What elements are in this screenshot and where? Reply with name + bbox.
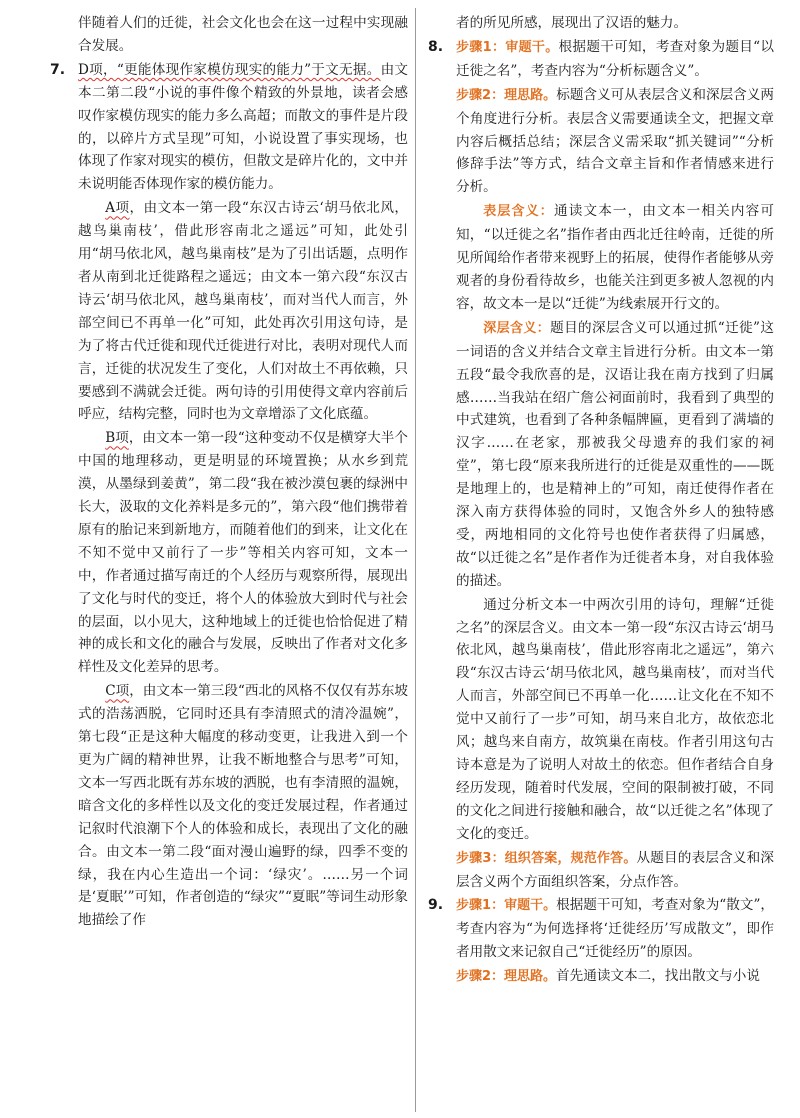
deep-meaning-label: 深层含义： xyxy=(483,320,551,336)
option-b-label: B项 xyxy=(105,430,129,447)
option-c-label: C项 xyxy=(105,683,130,700)
option-a-explanation: ，由文本一第一段“东汉古诗云‘胡马依北风，越鸟巢南枝’，借此形容南北之遥远”可知，此处引用“胡马依北风，越鸟巢南枝”是为了引出话题，点明作者从南到北迁徙路程之遥远；由文本一第六段“东汉古诗云‘胡马依北风，越鸟巢南枝’，而对当代人而言，外部空间已不再单一化”可知，此处再次引用这句诗，是为了将古代迁徙和现代迁徙进行对比，表明对现代人而言，迁徙的状况发生了变化，人们对故土不再依赖，只要感到不满就会迁徙。两句诗的引用使得文章内容前后呼应，结构完整，同时也为文章增添了文化底蕴。 xyxy=(78,200,408,423)
option-d-explanation: 由文本二第二段“小说的事件像个精致的外景地，读者会感叹作家模仿现实的能力多么高超；而散文的事件是片段的，以碎片方式呈现”可知，小说设置了事实现场，也体现了作家对现实的模仿，但散文是碎片化的，文中并未说明能否体现作家的模仿能力。 xyxy=(78,61,409,193)
question-number: 7. xyxy=(50,61,66,78)
step-1-label: 步骤1：审题干。 xyxy=(456,898,557,914)
option-d-headline: D项，“更能体现作家模仿现实的能力”于文无据。 xyxy=(78,61,381,78)
option-b-explanation: ，由文本一第一段“这种变动不仅是横穿大半个中国的地理移动，更是明显的环境置换；从水乡到荒漠，从墨绿到姜黄”，第二段“我在被沙漠包裹的绿洲中长大，汲取的文化养料是多元的”，第六段“他们携带着原有的胎记来到新地方，而随着他们的到来，让文化在不知不觉中又前行了一步”等相关内容可知，文本一中，作者通过描写南迁的个人经历与观察所得，展现出了文化与时代的变迁，将个人的体验放大到时代与社会的层面，以小见大，这种地域上的迁徙也恰恰促进了精神的成长和文化的融合与发展，反映出了作者对文化多样性及文化差异的思考。 xyxy=(78,430,408,676)
step-3-text: 从题目的表层含义和深层含义两个方面组织答案，分点作答。 xyxy=(456,849,775,890)
option-a-label: A项 xyxy=(105,200,130,217)
question-8 xyxy=(424,36,774,894)
poem-analysis-text: 通过分析文本一中两次引用的诗句，理解“迁徙之名”的深层含义。由文本一第一段“东汉古诗云‘胡马依北风，越鸟巢南枝’，借此形容南北之遥远”，第六段“东汉古诗云‘胡马依北风，越鸟巢南枝’，而对当代人而言，外部空间已不再单一化……让文化在不知不觉中又前行了一步”可知，胡马来自北方，故依恋北风；越鸟来自南方，故筑巢在南枝。作者引用这句古诗本意是为了说明人对故土的依恋。但作者结合自身经历发现，随着时代发展，空间的限制被打破，不同的文化之间进行接触和融合，故“以迁徙之名”体现了文化的变迁。 xyxy=(456,596,774,842)
step-1-text: 根据题干可知，考查对象为题目“以迁徙之名”，考查内容为“分析标题含义”。 xyxy=(456,38,774,79)
option-c-explanation: ，由文本一第三段“西北的风格不仅仅有苏东坡式的浩荡洒脱，它同时还具有李清照式的清冷温婉”，第七段“正是这种大幅度的移动变更，让我进入到一个更为广阔的精神世界，让我不断地整合与思考”可知，文本一写西北既有苏东坡的洒脱，也有李清照的温婉，暗含文化的多样性以及文化的变迁发展过程，作者通过记叙时代浪潮下个人的体验和成长，表现出了文化的融合。由文本一第二段“面对漫山遍野的绿，四季不变的绿，我在内心生造出一个词：‘绿灾’。……另一个词是‘夏眠’”可知，作者创造的“绿灾”“夏眠”等词生动形象地描绘了作 xyxy=(78,683,409,929)
surface-meaning-text: 通读文本一，由文本一相关内容可知，“以迁徙之名”指作者由西北迁往岭南，迁徙的所见所闻给作者带来视野上的拓展，使得作者能够从旁观者的身份看待故乡，也能关注到更多被人忽视的内容，故文本一是以“迁徙”为线索展开行文的。 xyxy=(456,203,774,312)
step-2-label: 步骤2：理思路。 xyxy=(456,87,557,103)
step-2-label: 步骤2：理思路。 xyxy=(456,969,557,985)
question-7 xyxy=(46,59,408,932)
column-divider xyxy=(415,8,416,1112)
surface-meaning-label: 表层含义： xyxy=(483,204,554,220)
left-column xyxy=(46,12,408,933)
step-3-label: 步骤3：组织答案，规范作答。 xyxy=(456,850,637,866)
question-9 xyxy=(424,894,774,989)
question-number: 8. xyxy=(428,38,444,55)
continuation-text: 者的所见所感，展现出了汉语的魅力。 xyxy=(456,15,688,31)
continuation-text: 伴随着人们的迁徙，社会文化也会在这一过程中实现融合发展。 xyxy=(78,15,408,54)
step-1-label: 步骤1：审题干。 xyxy=(456,39,559,55)
deep-meaning-text: 题目的深层含义可以通过抓“迁徙”这一词语的含义并结合文章主旨进行分析。由文本一第五段“最令我欣喜的是，汉语让我在南方找到了归属感……当我站在绍广詹公祠面前时，我看到了典型的中式建筑，也看到了各种条幅牌匾，更看到了满墙的汉字……在老家，那被我父母遗弃的我们家的祠堂”，第七段“原来我所进行的迁徙是双重性的——既是地理上的，也是精神上的”可知，南迁使得作者在深入南方获得体验的同时，又饱含外乡人的独特感受，两地相同的文化符号也使作者获得了归属感，故“以迁徙之名”是作者作为迁徙者本身，对自我体验的描述。 xyxy=(456,319,774,589)
question-number: 9. xyxy=(428,897,444,914)
step-2-text: 首先通读文本二，找出散文与小说 xyxy=(556,968,760,985)
step-2-text: 标题含义可从表层含义和深层含义两个角度进行分析。表层含义需要通读全文，把握文章内容后概括总结；深层含义需采取“抓关键词”“分析修辞手法”等方式，结合文章主旨和作者情感来进行分析。 xyxy=(456,86,774,196)
step-1-text: 根据题干可知，考查对象为“散文”，考查内容为“为何选择将‘迁徙经历’写成散文”，即作者用散文来记叙自己“迁徙经历”的原因。 xyxy=(456,897,774,961)
right-column xyxy=(424,12,774,990)
